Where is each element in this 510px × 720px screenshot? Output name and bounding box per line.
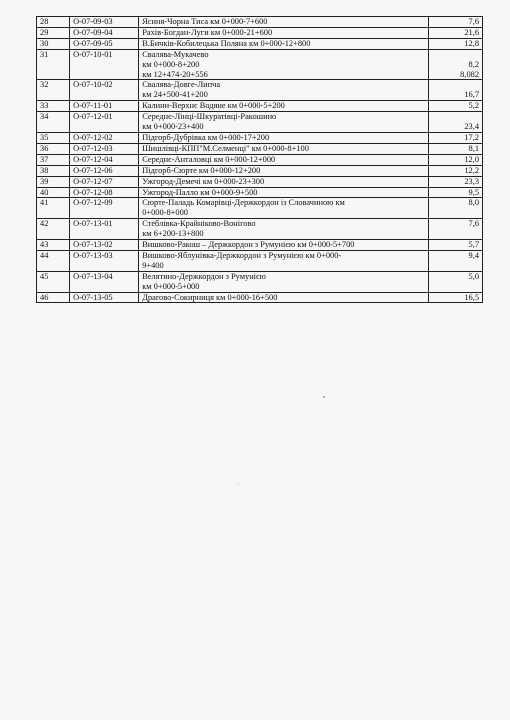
road-length-cell	[428, 38, 482, 49]
row-number-cell: 35	[37, 132, 70, 143]
road-index-cell: О-07-09-05	[70, 38, 139, 49]
road-name-cell	[139, 112, 429, 133]
table-row	[37, 49, 483, 80]
road-length-cell	[428, 132, 482, 143]
road-length-line: 9,4	[468, 250, 479, 260]
row-number-cell: 43	[37, 240, 70, 251]
road-name-cell	[139, 219, 429, 240]
table-row	[37, 292, 483, 303]
road-length-line: 16,7	[464, 90, 479, 100]
road-length-cell	[428, 154, 482, 165]
roads-table	[36, 16, 483, 303]
road-length-line: 5,2	[468, 101, 479, 111]
table-row	[37, 132, 483, 143]
roads-table-body	[37, 17, 483, 303]
road-index-cell: О-07-10-01	[70, 49, 139, 80]
road-name-line: Вишково-Яблунівка-Держкордон з Румунією км 0+000-	[142, 250, 342, 260]
road-index-cell: О-07-13-04	[70, 271, 139, 292]
row-number-cell: 44	[37, 250, 70, 271]
road-length-cell	[428, 187, 482, 198]
road-name-cell	[139, 154, 429, 165]
road-name-line: Середнє-Лінці-Шкуратівці-Ракошино	[142, 112, 277, 122]
road-index-cell: О-07-09-04	[70, 27, 139, 38]
road-length-line: 23,3	[464, 176, 479, 186]
table-row	[37, 27, 483, 38]
table-row	[37, 38, 483, 49]
scan-speck	[238, 483, 239, 484]
road-length-line: 8,0	[468, 198, 479, 208]
road-index-cell: О-07-12-07	[70, 176, 139, 187]
row-number-cell: 38	[37, 165, 70, 176]
road-name-line: км 0+000-23+400	[142, 122, 204, 132]
table-row	[37, 17, 483, 28]
road-index-cell: О-07-12-08	[70, 187, 139, 198]
road-index-cell: О-07-12-03	[70, 143, 139, 154]
road-name-cell	[139, 250, 429, 271]
road-length-cell	[428, 250, 482, 271]
road-length-line: 7,6	[468, 219, 479, 229]
road-name-line: В.Бичків-Кобилецька Поляна км 0+000-12+800	[142, 38, 311, 48]
table-row	[37, 80, 483, 101]
road-name-cell	[139, 165, 429, 176]
road-length-cell	[428, 17, 482, 28]
row-number-cell: 32	[37, 80, 70, 101]
road-name-line: Шишлівці-КПП"М.Селменці" км 0+000-8+100	[142, 143, 309, 153]
table-row	[37, 112, 483, 133]
road-name-line: км 0+000-5+000	[142, 281, 200, 291]
road-length-line	[432, 50, 479, 60]
road-name-line: Ужгород-Демечі км 0+000-23+300	[142, 176, 265, 186]
road-name-line: Калини-Верхнє Водяне км 0+000-5+200	[142, 101, 285, 111]
road-name-line: км 0+000-8+200	[142, 59, 200, 69]
road-name-cell	[139, 101, 429, 112]
road-name-line: Свалява-Довге-Липча	[142, 80, 221, 90]
road-name-line: Ясиня-Чорна Тиса км 0+000-7+600	[142, 17, 268, 26]
row-number-cell: 29	[37, 27, 70, 38]
table-row	[37, 165, 483, 176]
road-length-line: 7,6	[468, 17, 479, 26]
road-name-cell	[139, 17, 429, 28]
road-length-line	[432, 112, 479, 122]
road-name-cell	[139, 38, 429, 49]
row-number-cell: 33	[37, 101, 70, 112]
road-length-cell	[428, 176, 482, 187]
road-length-cell	[428, 80, 482, 101]
row-number-cell: 28	[37, 17, 70, 28]
road-index-cell: О-07-10-02	[70, 80, 139, 101]
row-number-cell: 46	[37, 292, 70, 303]
road-length-line: 8,1	[468, 143, 479, 153]
road-index-cell: О-07-09-03	[70, 17, 139, 28]
road-length-cell	[428, 165, 482, 176]
road-length-line	[432, 80, 479, 90]
road-length-cell	[428, 219, 482, 240]
road-length-line: 5,7	[468, 240, 479, 250]
road-length-cell	[428, 143, 482, 154]
road-name-line: Підгорб-Дубрівка км 0+000-17+200	[142, 132, 270, 142]
road-length-line: 8,082	[460, 69, 479, 79]
road-name-line: Рахів-Богдан-Луги км 0+000-21+600	[142, 27, 273, 37]
road-length-cell	[428, 198, 482, 219]
road-name-line: Вишково-Ракош – Держкордон з Румунією км 0+000-5+700	[142, 240, 355, 250]
row-number-cell: 36	[37, 143, 70, 154]
road-name-line: Драгово-Сокирниця км 0+000-16+500	[142, 292, 278, 302]
road-length-line: 12,0	[464, 154, 479, 164]
road-length-cell	[428, 112, 482, 133]
row-number-cell: 31	[37, 49, 70, 80]
road-length-line: 5,0	[468, 271, 479, 281]
table-row	[37, 176, 483, 187]
road-name-cell	[139, 187, 429, 198]
table-row	[37, 143, 483, 154]
road-name-cell	[139, 292, 429, 303]
road-index-cell: О-07-13-01	[70, 219, 139, 240]
road-name-line: Середнє-Анталовці км 0+000-12+000	[142, 154, 276, 164]
road-length-line: 16,5	[464, 292, 479, 302]
road-name-line: км 24+500-41+200	[142, 90, 208, 100]
road-index-cell: О-07-12-06	[70, 165, 139, 176]
scan-speck	[323, 396, 325, 398]
road-length-line: 21,6	[464, 27, 479, 37]
road-name-line: 9+400	[142, 260, 164, 270]
table-row	[37, 198, 483, 219]
table-row	[37, 154, 483, 165]
road-name-cell	[139, 132, 429, 143]
road-name-cell	[139, 143, 429, 154]
road-length-line: 23,4	[464, 122, 479, 132]
row-number-cell: 37	[37, 154, 70, 165]
road-length-line: 12,2	[464, 165, 479, 175]
row-number-cell: 34	[37, 112, 70, 133]
road-index-cell: О-07-13-02	[70, 240, 139, 251]
road-name-line: Ужгород-Палло км 0+000-9+500	[142, 187, 258, 197]
road-name-cell	[139, 49, 429, 80]
row-number-cell: 42	[37, 219, 70, 240]
road-name-line: км 6+200-13+800	[142, 229, 204, 239]
road-name-line: Сюрте-Паладь Комарівці-Держкордон із Словачиною км	[142, 198, 345, 208]
road-name-line: 0+000-8+000	[142, 208, 188, 218]
road-length-cell	[428, 101, 482, 112]
road-name-cell	[139, 271, 429, 292]
road-index-cell: О-07-11-01	[70, 101, 139, 112]
table-row	[37, 187, 483, 198]
road-index-cell: О-07-12-02	[70, 132, 139, 143]
road-name-line: км 12+474-20+556	[142, 69, 208, 79]
road-length-line: 12,8	[464, 38, 479, 48]
table-row	[37, 250, 483, 271]
road-name-cell	[139, 240, 429, 251]
road-name-cell	[139, 198, 429, 219]
road-length-cell	[428, 271, 482, 292]
road-index-cell: О-07-13-03	[70, 250, 139, 271]
road-length-cell	[428, 240, 482, 251]
road-name-cell	[139, 80, 429, 101]
table-row	[37, 101, 483, 112]
road-index-cell: О-07-12-09	[70, 198, 139, 219]
road-length-line: 8,2	[468, 59, 479, 69]
table-row	[37, 219, 483, 240]
row-number-cell: 30	[37, 38, 70, 49]
table-row	[37, 240, 483, 251]
row-number-cell: 41	[37, 198, 70, 219]
road-name-cell	[139, 27, 429, 38]
road-length-line: 17,2	[464, 132, 479, 142]
road-name-line: Підгорб-Сюрте км 0+000-12+200	[142, 165, 261, 175]
road-name-line: Стеблівка-Крайніково-Вонігово	[142, 219, 256, 229]
road-name-line: Велятино-Держкордон з Румунією	[142, 271, 266, 281]
road-length-cell	[428, 292, 482, 303]
road-length-line: 9,5	[468, 187, 479, 197]
road-index-cell: О-07-13-05	[70, 292, 139, 303]
row-number-cell: 39	[37, 176, 70, 187]
road-name-line: Свалява-Мукачево	[142, 49, 209, 59]
road-index-cell: О-07-12-04	[70, 154, 139, 165]
road-length-cell	[428, 49, 482, 80]
table-row	[37, 271, 483, 292]
road-length-cell	[428, 27, 482, 38]
road-name-cell	[139, 176, 429, 187]
road-index-cell: О-07-12-01	[70, 112, 139, 133]
row-number-cell: 40	[37, 187, 70, 198]
row-number-cell: 45	[37, 271, 70, 292]
